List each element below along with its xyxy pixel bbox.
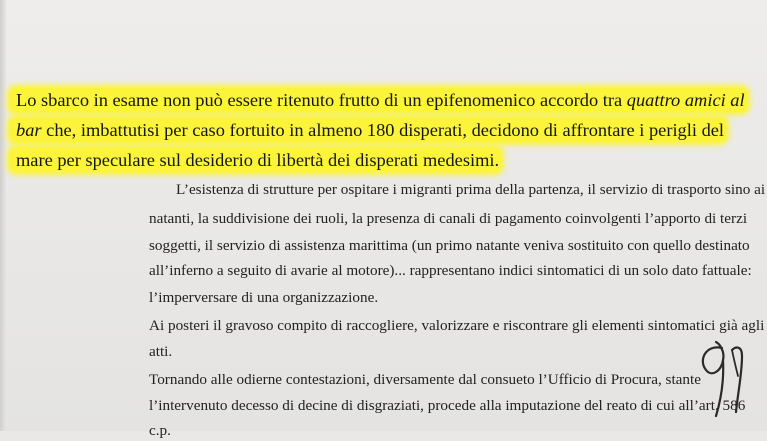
- body-line: l’imperversare di una organizzazione.: [149, 289, 379, 306]
- highlighted-line-3: mare per speculare sul desiderio di libertà dei disperati medesimi.: [10, 148, 501, 172]
- highlighted-line-1: [10, 88, 747, 112]
- body-line: all’inferno a seguito di avarie al motore)... rappresentano indici sintomatici di un solo dato fattuale:: [149, 262, 752, 279]
- body-line: natanti, la suddivisione dei ruoli, la presenza di canali di pagamento coinvolgenti l’apporto di terzi: [149, 210, 748, 227]
- highlighted-text: che, imbattutisi per caso fortuito in almeno 180 disperati, decidono di affrontare i perigli del: [41, 120, 725, 140]
- body-line: soggetti, il servizio di assistenza marittima (un primo natante veniva sostituito con quello destinato: [149, 237, 750, 254]
- body-line: Tornando alle odierne contestazioni, diversamente dal consueto l’Ufficio di Procura, stante: [149, 371, 701, 388]
- highlighted-italic-text: bar: [16, 120, 42, 140]
- highlighted-passage: [10, 74, 760, 174]
- handwritten-initial-mark: [692, 326, 752, 426]
- highlighted-text: Lo sbarco in esame non può essere ritenuto frutto di un epifenomenico accordo tra: [16, 90, 627, 110]
- highlighted-italic-text: quattro amici al: [626, 90, 745, 110]
- body-line: atti.: [149, 343, 173, 360]
- body-line: Ai posteri il gravoso compito di raccogliere, valorizzare e riscontrare gli elementi sintomatici già agli: [149, 317, 765, 334]
- page-edge-shadow: [0, 0, 6, 431]
- body-line: L’esistenza di strutture per ospitare i migranti prima della partenza, il servizio di trasporto sino ai: [176, 181, 766, 198]
- body-line: c.p.: [149, 422, 171, 439]
- highlighted-line-2: [10, 118, 726, 142]
- body-line: l’intervenuto decesso di decine di disgraziati, procede alla imputazione del reato di cui all’art. 586: [149, 397, 746, 414]
